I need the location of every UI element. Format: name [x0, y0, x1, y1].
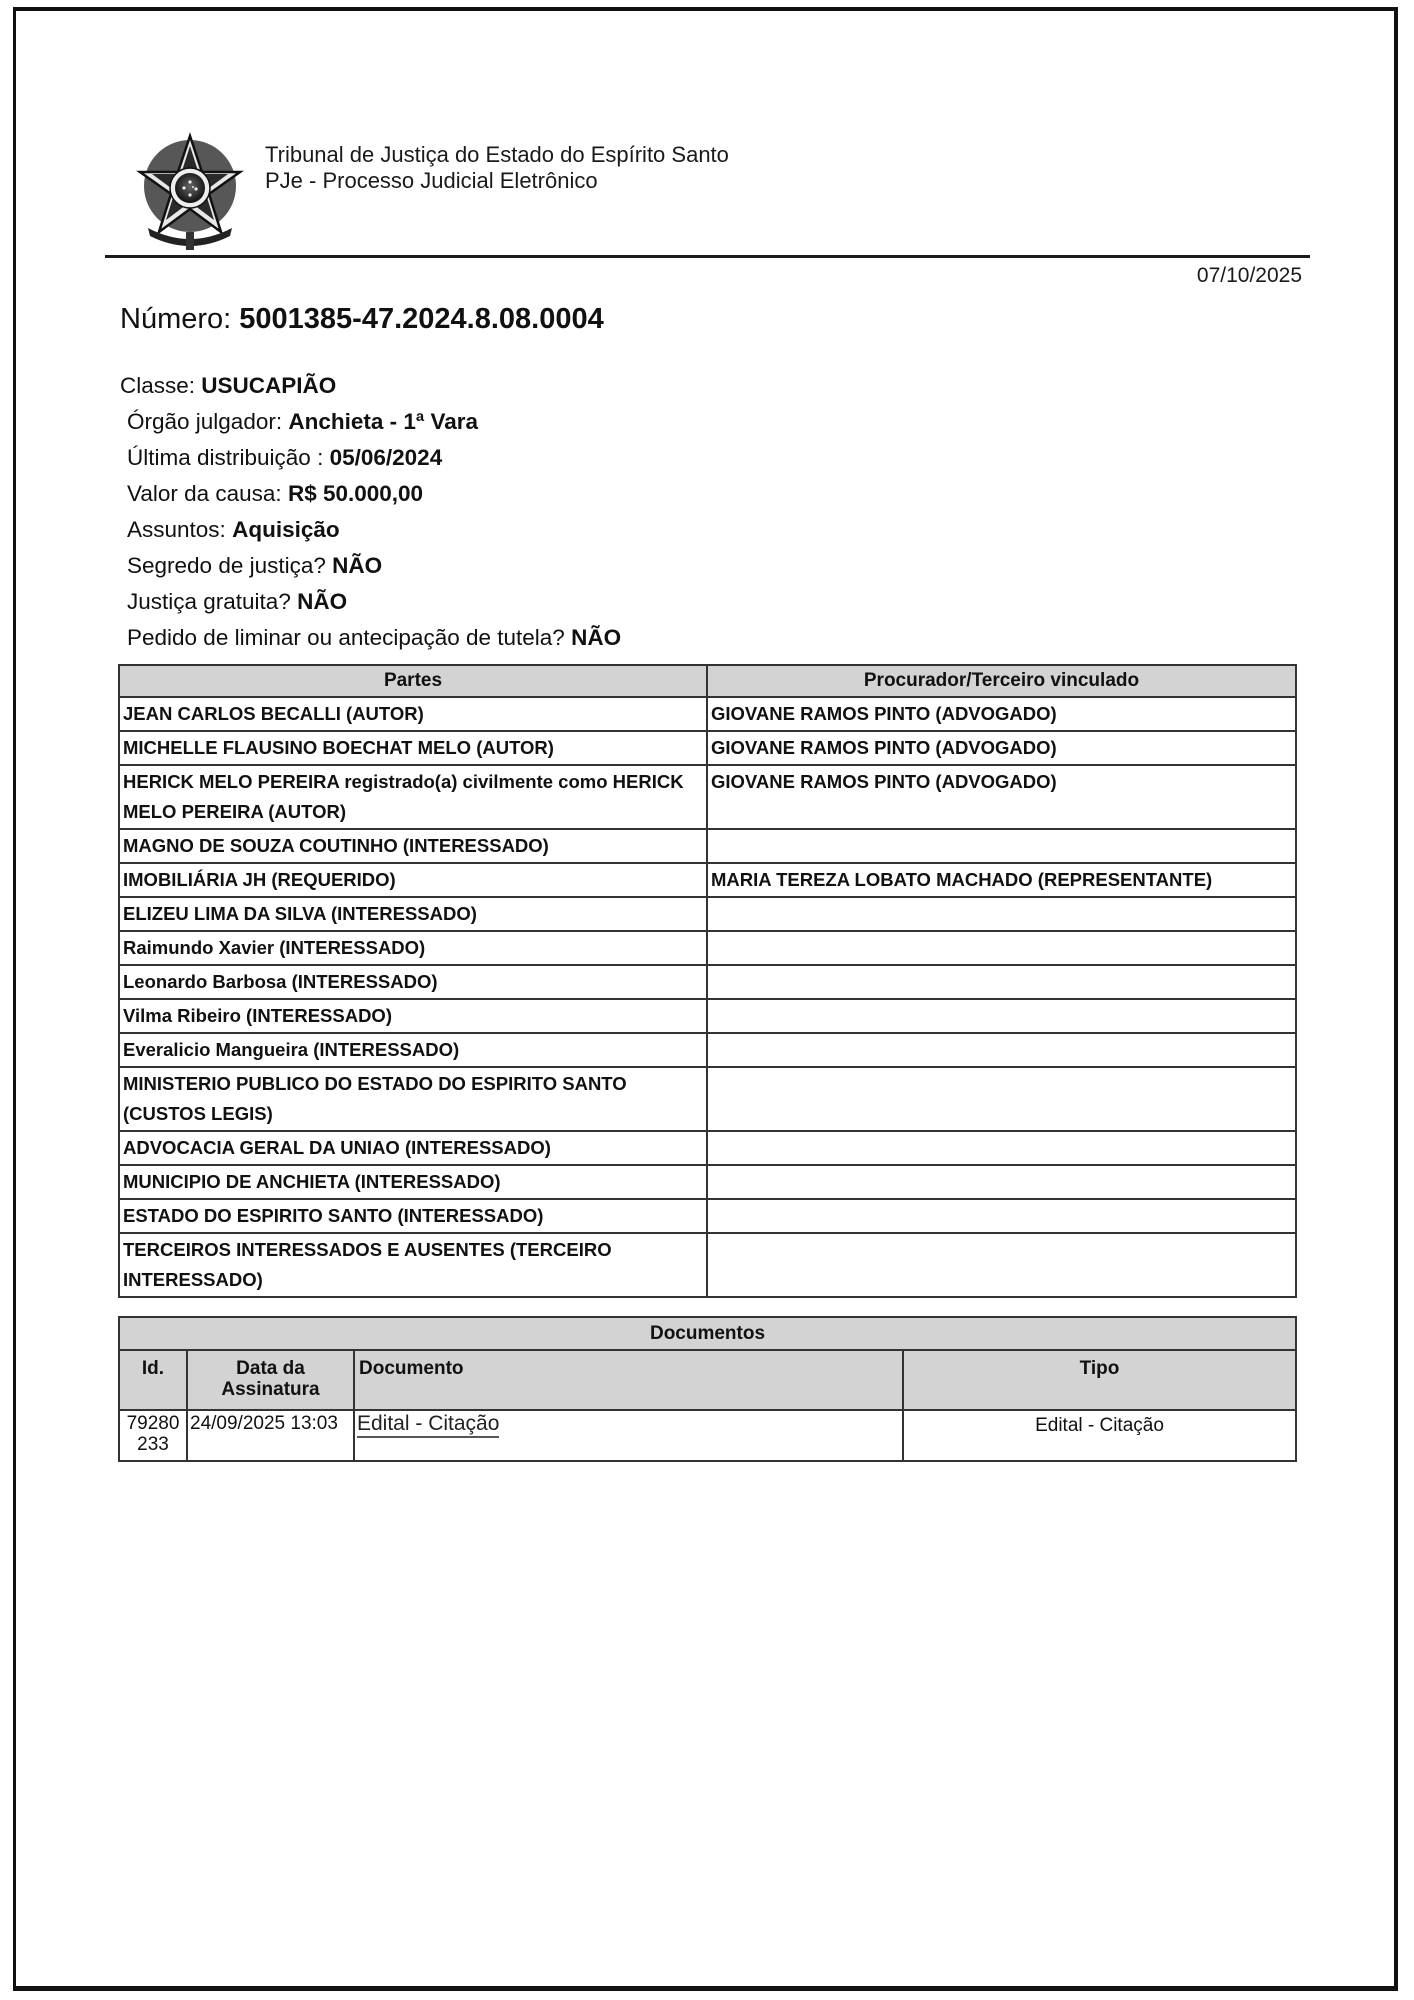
procurador-cell: [707, 897, 1296, 931]
document-date: 07/10/2025: [1196, 264, 1302, 287]
table-row: [119, 829, 1296, 863]
doc-id: 79280233: [126, 1413, 180, 1455]
header-data-assinatura: Data da Assinatura: [187, 1350, 354, 1410]
field-label: Assuntos:: [127, 517, 226, 542]
header-partes: Partes: [119, 665, 707, 697]
doc-id-cell: [119, 1410, 187, 1461]
field-pedido-liminar: [120, 620, 621, 656]
field-value: NÃO: [571, 625, 622, 650]
procurador-cell: [707, 829, 1296, 863]
field-label: Pedido de liminar ou antecipação de tutela?: [127, 625, 565, 650]
field-ultima-distribuicao: [120, 440, 621, 476]
table-row: [119, 731, 1296, 765]
header-tipo: Tipo: [903, 1350, 1296, 1410]
field-value: NÃO: [297, 589, 348, 614]
system-name: PJe - Processo Judicial Eletrônico: [265, 168, 598, 193]
documentos-title: Documentos: [119, 1317, 1296, 1350]
table-row: [119, 897, 1296, 931]
documentos-title-row: [119, 1317, 1296, 1350]
table-row: [119, 1131, 1296, 1165]
procurador-cell: GIOVANE RAMOS PINTO (ADVOGADO): [707, 731, 1296, 765]
parte-cell: TERCEIROS INTERESSADOS E AUSENTES (TERCEIRO INTERESSADO): [119, 1233, 707, 1297]
table-row: [119, 697, 1296, 731]
parte-cell: Leonardo Barbosa (INTERESSADO): [119, 965, 707, 999]
parte-cell: JEAN CARLOS BECALLI (AUTOR): [119, 697, 707, 731]
procurador-cell: [707, 1131, 1296, 1165]
process-details: [120, 368, 621, 656]
procurador-cell: MARIA TEREZA LOBATO MACHADO (REPRESENTANTE): [707, 863, 1296, 897]
process-number: [120, 303, 604, 336]
field-valor-causa: [120, 476, 621, 512]
procurador-cell: [707, 1165, 1296, 1199]
field-value: Anchieta - 1ª Vara: [288, 409, 479, 434]
header-id: Id.: [119, 1350, 187, 1410]
parte-cell: MICHELLE FLAUSINO BOECHAT MELO (AUTOR): [119, 731, 707, 765]
field-value: 05/06/2024: [329, 445, 443, 470]
parte-cell: Raimundo Xavier (INTERESSADO): [119, 931, 707, 965]
field-label: Segredo de justiça?: [127, 553, 326, 578]
field-value: R$ 50.000,00: [287, 481, 424, 506]
field-label: Valor da causa:: [127, 481, 282, 506]
field-orgao-julgador: [120, 404, 621, 440]
parte-cell: Vilma Ribeiro (INTERESSADO): [119, 999, 707, 1033]
table-row: [119, 965, 1296, 999]
procurador-cell: [707, 1233, 1296, 1297]
table-row: [119, 1033, 1296, 1067]
parte-cell: ESTADO DO ESPIRITO SANTO (INTERESSADO): [119, 1199, 707, 1233]
partes-table: [118, 664, 1297, 1298]
doc-date-cell: 24/09/2025 13:03: [187, 1410, 354, 1461]
header-text: [265, 142, 729, 194]
field-label: Classe:: [120, 373, 196, 398]
procurador-cell: [707, 1067, 1296, 1131]
field-assuntos: [120, 512, 621, 548]
parte-cell: IMOBILIÁRIA JH (REQUERIDO): [119, 863, 707, 897]
partes-header-row: [119, 665, 1296, 697]
field-label: Última distribuição :: [127, 445, 324, 470]
procurador-cell: [707, 931, 1296, 965]
court-name: Tribunal de Justiça do Estado do Espírito Santo: [265, 142, 729, 167]
procurador-cell: GIOVANE RAMOS PINTO (ADVOGADO): [707, 765, 1296, 829]
procurador-cell: GIOVANE RAMOS PINTO (ADVOGADO): [707, 697, 1296, 731]
table-row: [119, 931, 1296, 965]
procurador-cell: [707, 965, 1296, 999]
parte-cell: HERICK MELO PEREIRA registrado(a) civilmente como HERICK MELO PEREIRA (AUTOR): [119, 765, 707, 829]
header-documento: Documento: [354, 1350, 903, 1410]
procurador-cell: [707, 1033, 1296, 1067]
documentos-table: [118, 1316, 1297, 1462]
field-value: USUCAPIÃO: [201, 373, 337, 398]
table-row: [119, 765, 1296, 829]
process-number-label: Número:: [120, 303, 232, 335]
doc-type-cell: Edital - Citação: [903, 1410, 1296, 1461]
header-divider: [105, 255, 1310, 258]
process-number-value: 5001385-47.2024.8.08.0004: [239, 303, 604, 335]
document-link[interactable]: Edital - Citação: [357, 1413, 499, 1438]
field-segredo-justica: [120, 548, 621, 584]
table-row: [119, 1410, 1296, 1461]
brazil-coat-of-arms-icon: [134, 132, 246, 252]
field-justica-gratuita: [120, 584, 621, 620]
field-classe: [120, 368, 621, 404]
field-value: Aquisição: [232, 517, 340, 542]
table-row: [119, 999, 1296, 1033]
documentos-header-row: [119, 1350, 1296, 1410]
table-row: [119, 1165, 1296, 1199]
parte-cell: MAGNO DE SOUZA COUTINHO (INTERESSADO): [119, 829, 707, 863]
table-row: [119, 863, 1296, 897]
table-row: [119, 1233, 1296, 1297]
procurador-cell: [707, 1199, 1296, 1233]
parte-cell: ADVOCACIA GERAL DA UNIAO (INTERESSADO): [119, 1131, 707, 1165]
parte-cell: MINISTERIO PUBLICO DO ESTADO DO ESPIRITO SANTO (CUSTOS LEGIS): [119, 1067, 707, 1131]
table-row: [119, 1199, 1296, 1233]
procurador-cell: [707, 999, 1296, 1033]
doc-name-cell: [354, 1410, 903, 1461]
parte-cell: ELIZEU LIMA DA SILVA (INTERESSADO): [119, 897, 707, 931]
header-procurador: Procurador/Terceiro vinculado: [707, 665, 1296, 697]
parte-cell: Everalicio Mangueira (INTERESSADO): [119, 1033, 707, 1067]
field-label: Justiça gratuita?: [127, 589, 291, 614]
field-value: NÃO: [332, 553, 383, 578]
table-row: [119, 1067, 1296, 1131]
field-label: Órgão julgador:: [127, 409, 283, 434]
parte-cell: MUNICIPIO DE ANCHIETA (INTERESSADO): [119, 1165, 707, 1199]
